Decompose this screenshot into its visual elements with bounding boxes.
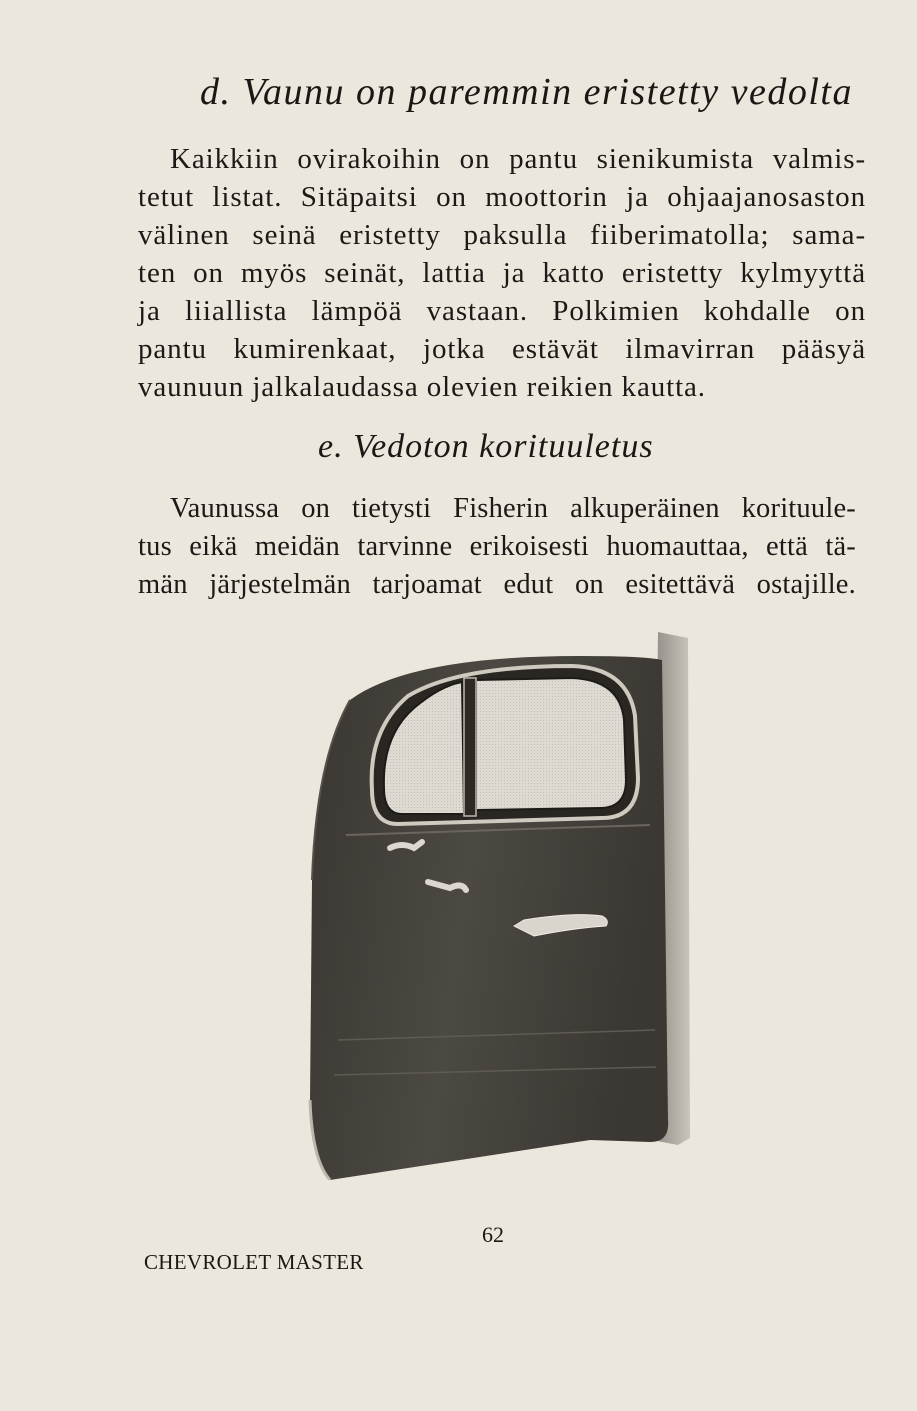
paragraph-line: ja liiallista lämpöä vastaan. Polkimien kohdalle on [138,295,866,327]
section-d-heading: d. Vaunu on paremmin eristetty vedolta [200,71,853,113]
paragraph-line: vaunuun jalkalaudassa olevien reikien kautta. [138,371,706,403]
section-d-paragraph [138,140,866,406]
paragraph-line: tetut listat. Sitäpaitsi on moottorin ja ohjaajanosaston [138,181,866,213]
window-divider [464,678,476,816]
paragraph-line: Vaunussa on tietysti Fisherin alkuperäinen korituule- [170,493,856,524]
paragraph-line: pantu kumirenkaat, jotka estävät ilmavirran pääsyä [138,333,866,365]
main-window [476,678,626,810]
paragraph-line: välinen seinä eristetty paksulla fiiberimatolla; sama- [138,219,866,251]
paragraph-line: Kaikkiin ovirakoihin on pantu sienikumista valmis- [170,143,866,175]
paragraph-line: tus eikä meidän tarvinne erikoisesti huomauttaa, että tä- [138,531,856,562]
car-door-photo [290,620,700,1180]
paragraph-line: män järjestelmän tarjoamat edut on esitettävä ostajille. [138,569,856,600]
section-e-heading: e. Vedoton korituuletus [318,428,654,465]
footer-title: CHEVROLET MASTER [144,1250,364,1274]
page-number: 62 [482,1222,504,1247]
section-e-paragraph [138,490,856,604]
paragraph-line: ten on myös seinät, lattia ja katto eristetty kylmyyttä [138,257,866,289]
